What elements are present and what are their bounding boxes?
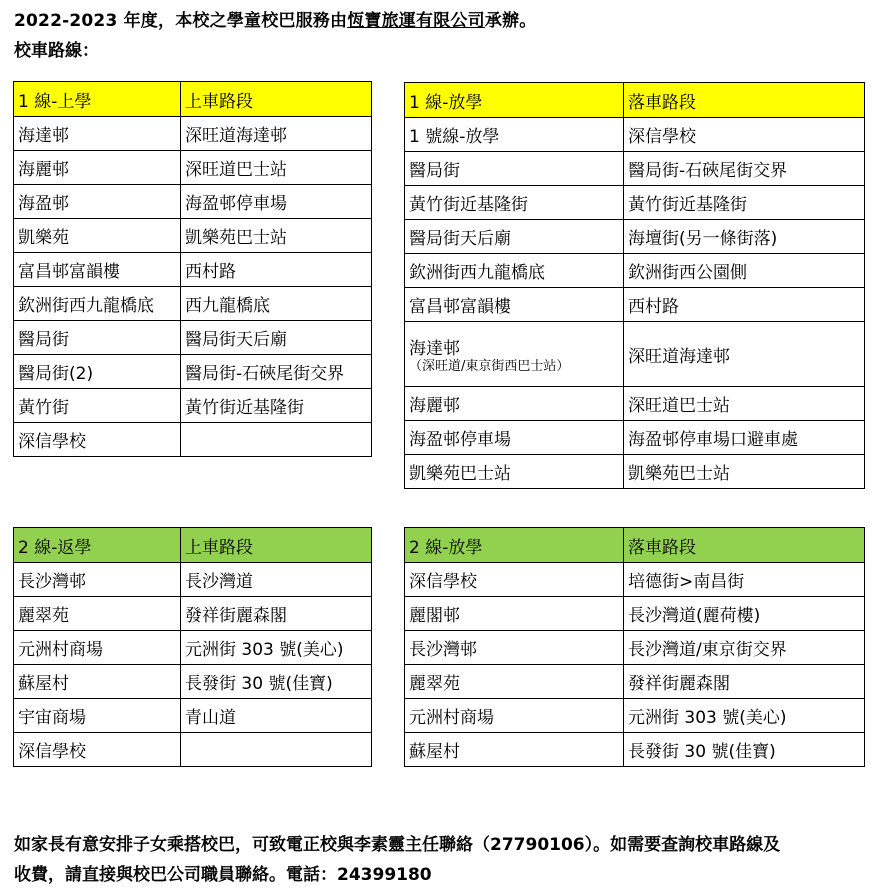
stop-name-cell: 欽洲街西九龍橋底 (14, 287, 181, 321)
stop-name-cell: 黃竹街近基隆街 (405, 186, 624, 220)
location-cell: 長發街 30 號(佳寶) (624, 733, 865, 767)
stop-name-cell: 深信學校 (405, 563, 624, 597)
table-row (405, 733, 865, 767)
location-cell: 西九龍橋底 (181, 287, 372, 321)
location-cell: 海盈邨停車場 (181, 185, 372, 219)
table-row (14, 631, 372, 665)
stop-note: （深旺道/東京街西巴士站） (409, 358, 570, 374)
table-row (405, 563, 865, 597)
table-row (14, 665, 372, 699)
location-cell: 深旺道海達邨 (624, 322, 865, 387)
stop-name-cell: 1 號線-放學 (405, 118, 624, 152)
table-row (405, 220, 865, 254)
table-row (405, 421, 865, 455)
contact-note-line-1: 如家長有意安排子女乘搭校巴，可致電正校與李素靈主任聯絡（27790106）。如需要查詢校車路線及 (14, 835, 781, 855)
table-row (405, 322, 865, 387)
table-row (14, 423, 372, 457)
location-cell: 培德街>南昌街 (624, 563, 865, 597)
stop-name-cell: 凱樂苑 (14, 219, 181, 253)
route-2-afternoon-table (404, 527, 865, 767)
stop-name-cell: 蘇屋村 (14, 665, 181, 699)
location-cell: 欽洲街西公園側 (624, 254, 865, 288)
stop-name: 海達邨 (409, 338, 460, 359)
table-row (405, 387, 865, 421)
stop-name-cell: 醫局街 (405, 152, 624, 186)
stop-name-cell (405, 322, 624, 387)
table-row (405, 699, 865, 733)
location-cell: 西村路 (181, 253, 372, 287)
location-cell: 長沙灣道(麗荷樓) (624, 597, 865, 631)
table-row (405, 186, 865, 220)
column-header-stop: 2 線-放學 (405, 528, 624, 563)
location-cell: 發祥街麗森閣 (624, 665, 865, 699)
table-row (405, 631, 865, 665)
stop-name-cell: 海麗邨 (405, 387, 624, 421)
table-row (405, 455, 865, 489)
column-header-stop: 1 線-上學 (14, 82, 181, 117)
location-cell: 黃竹街近基隆街 (181, 389, 372, 423)
stop-name-cell: 黃竹街 (14, 389, 181, 423)
table-row (14, 151, 372, 185)
stop-name-cell: 醫局街 (14, 321, 181, 355)
route-1-morning-table (13, 81, 372, 457)
location-cell: 凱樂苑巴士站 (624, 455, 865, 489)
stop-name-cell: 蘇屋村 (405, 733, 624, 767)
stop-name-cell: 海盈邨停車場 (405, 421, 624, 455)
table-row (14, 287, 372, 321)
column-header-location: 上車路段 (181, 82, 372, 117)
location-cell (181, 423, 372, 457)
table-row (405, 597, 865, 631)
routes-heading: 校車路線： (14, 41, 99, 61)
location-cell: 深信學校 (624, 118, 865, 152)
route-2-morning-body (14, 528, 372, 767)
stop-name-cell: 醫局街(2) (14, 355, 181, 389)
table-row (14, 321, 372, 355)
location-cell: 長發街 30 號(佳寶) (181, 665, 372, 699)
route-2-afternoon-body (405, 528, 865, 767)
company-name: 恆寶旅運有限公司 (347, 11, 485, 31)
stop-name-cell: 凱樂苑巴士站 (405, 455, 624, 489)
route-2-morning-table (13, 527, 372, 767)
stop-name-cell: 長沙灣邨 (405, 631, 624, 665)
location-cell: 海盈邨停車場口避車處 (624, 421, 865, 455)
location-cell: 元洲街 303 號(美心) (624, 699, 865, 733)
location-cell: 醫局街-石硤尾街交界 (624, 152, 865, 186)
intro-text-start: 2022-2023 年度，本校之學童校巴服務由 (14, 11, 348, 31)
table-row (14, 253, 372, 287)
intro-text-end: 承辦。 (484, 11, 537, 31)
stop-name-cell: 深信學校 (14, 733, 181, 767)
table-row (14, 389, 372, 423)
location-cell: 青山道 (181, 699, 372, 733)
location-cell: 元洲街 303 號(美心) (181, 631, 372, 665)
contact-note-line-2: 收費，請直接與校巴公司職員聯絡。電話：24399180 (14, 865, 432, 885)
table-row (14, 355, 372, 389)
header-row (405, 528, 865, 563)
location-cell: 西村路 (624, 288, 865, 322)
column-header-stop: 1 線-放學 (405, 83, 624, 118)
stop-name-cell: 富昌邨富韻樓 (14, 253, 181, 287)
stop-name-cell: 麗翠苑 (14, 597, 181, 631)
table-row (14, 117, 372, 151)
stop-name-cell: 欽洲街西九龍橋底 (405, 254, 624, 288)
table-row (14, 733, 372, 767)
stop-name-cell: 長沙灣邨 (14, 563, 181, 597)
header-row (405, 83, 865, 118)
location-cell: 發祥街麗森閣 (181, 597, 372, 631)
table-row (405, 665, 865, 699)
column-header-stop: 2 線-返學 (14, 528, 181, 563)
table-row (14, 597, 372, 631)
location-cell: 醫局街天后廟 (181, 321, 372, 355)
table-row (405, 288, 865, 322)
column-header-location: 落車路段 (624, 528, 865, 563)
stop-name-cell: 麗翠苑 (405, 665, 624, 699)
header-row (14, 528, 372, 563)
table-row (405, 118, 865, 152)
contact-note (14, 830, 880, 890)
stop-name-cell: 富昌邨富韻樓 (405, 288, 624, 322)
stop-name-cell: 元洲村商場 (405, 699, 624, 733)
intro-text (14, 6, 536, 31)
stop-name-cell: 麗閣邨 (405, 597, 624, 631)
column-header-location: 上車路段 (181, 528, 372, 563)
table-row (405, 152, 865, 186)
stop-name-cell: 元洲村商場 (14, 631, 181, 665)
stop-name-cell: 深信學校 (14, 423, 181, 457)
route-1-afternoon-body (405, 83, 865, 489)
stop-name-cell: 海盈邨 (14, 185, 181, 219)
stop-name-cell: 宇宙商場 (14, 699, 181, 733)
header-row (14, 82, 372, 117)
stop-name-cell: 醫局街天后廟 (405, 220, 624, 254)
stop-name-cell: 海達邨 (14, 117, 181, 151)
route-1-afternoon-table (404, 82, 865, 489)
location-cell: 深旺道巴士站 (624, 387, 865, 421)
location-cell: 凱樂苑巴士站 (181, 219, 372, 253)
route-1-morning-body (14, 82, 372, 457)
location-cell: 深旺道海達邨 (181, 117, 372, 151)
stop-name-cell: 海麗邨 (14, 151, 181, 185)
column-header-location: 落車路段 (624, 83, 865, 118)
table-row (14, 185, 372, 219)
table-row (14, 699, 372, 733)
table-row (14, 563, 372, 597)
location-cell: 深旺道巴士站 (181, 151, 372, 185)
location-cell: 海壇街(另一條街落) (624, 220, 865, 254)
table-row (405, 254, 865, 288)
location-cell (181, 733, 372, 767)
table-row (14, 219, 372, 253)
location-cell: 黃竹街近基隆街 (624, 186, 865, 220)
location-cell: 長沙灣道/東京街交界 (624, 631, 865, 665)
location-cell: 長沙灣道 (181, 563, 372, 597)
location-cell: 醫局街-石硤尾街交界 (181, 355, 372, 389)
